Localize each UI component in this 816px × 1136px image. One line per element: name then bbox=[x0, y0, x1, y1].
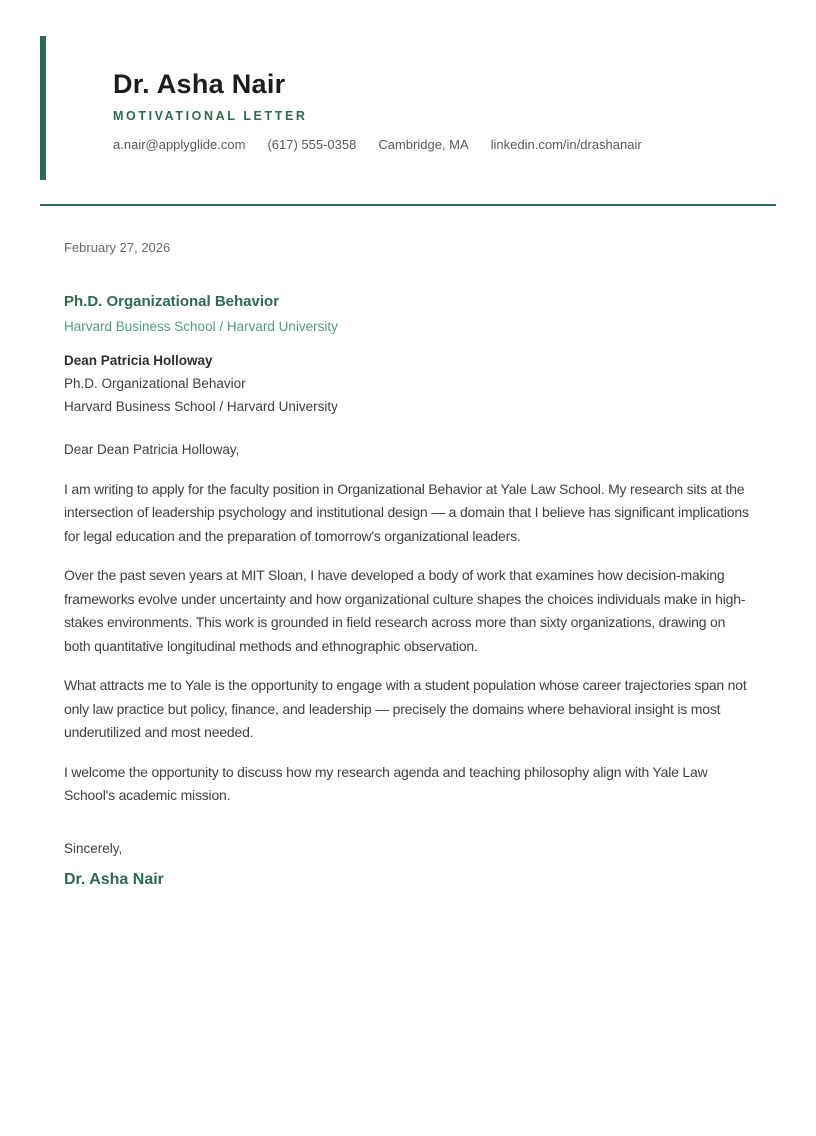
closing: Sincerely, bbox=[64, 840, 123, 856]
header-divider bbox=[40, 204, 776, 206]
contact-linkedin: linkedin.com/in/drashanair bbox=[490, 136, 642, 152]
contact-phone: (617) 555-0358 bbox=[267, 136, 357, 152]
recipient-title: Ph.D. Organizational Behavior bbox=[64, 375, 246, 391]
paragraph-3: What attracts me to Yale is the opportunity to engage with a student population whose career trajectories span not only law practice but policy, finance, and leadership — precisely the domains where behavioral insight is most underutilized and most needed. bbox=[64, 677, 747, 741]
document-type-label: MOTIVATIONAL LETTER bbox=[113, 108, 308, 123]
letter-page bbox=[0, 36, 816, 1136]
author-name: Dr. Asha Nair bbox=[113, 69, 286, 99]
position-block bbox=[64, 293, 752, 334]
salutation: Dear Dean Patricia Holloway, bbox=[64, 441, 240, 457]
header-accent-bar bbox=[40, 36, 46, 180]
paragraph-2: Over the past seven years at MIT Sloan, I have developed a body of work that examines how decision-making frameworks evolve under uncertainty and how organizational culture shapes the choices individuals make in high-stakes environments. This work is grounded in field research across more than sixty organizations, drawing on both quantitative longitudinal methods and ethnographic observation. bbox=[64, 567, 746, 654]
paragraph-1: I am writing to apply for the faculty position in Organizational Behavior at Yale Law School. My research sits at the intersection of leadership psychology and institutional design — a domain that I believe has significant implications for legal education and the preparation of tomorrow's organizational leaders. bbox=[64, 480, 749, 544]
recipient-institution: Harvard Business School / Harvard University bbox=[64, 398, 338, 414]
contact-row bbox=[113, 137, 776, 152]
signature-name: Dr. Asha Nair bbox=[64, 870, 164, 888]
letter-date: February 27, 2026 bbox=[64, 239, 171, 255]
paragraph-4: I welcome the opportunity to discuss how my research agenda and teaching philosophy align with Yale Law School's academic mission. bbox=[64, 763, 708, 804]
letter-header bbox=[40, 36, 776, 180]
recipient-name: Dean Patricia Holloway bbox=[64, 352, 213, 368]
position-title: Ph.D. Organizational Behavior bbox=[64, 292, 280, 310]
letter-body bbox=[64, 240, 752, 889]
position-institution: Harvard Business School / Harvard University bbox=[64, 318, 338, 334]
contact-email: a.nair@applyglide.com bbox=[113, 136, 246, 152]
contact-location: Cambridge, MA bbox=[378, 136, 469, 152]
recipient-block bbox=[64, 349, 752, 418]
paragraphs bbox=[64, 478, 752, 808]
